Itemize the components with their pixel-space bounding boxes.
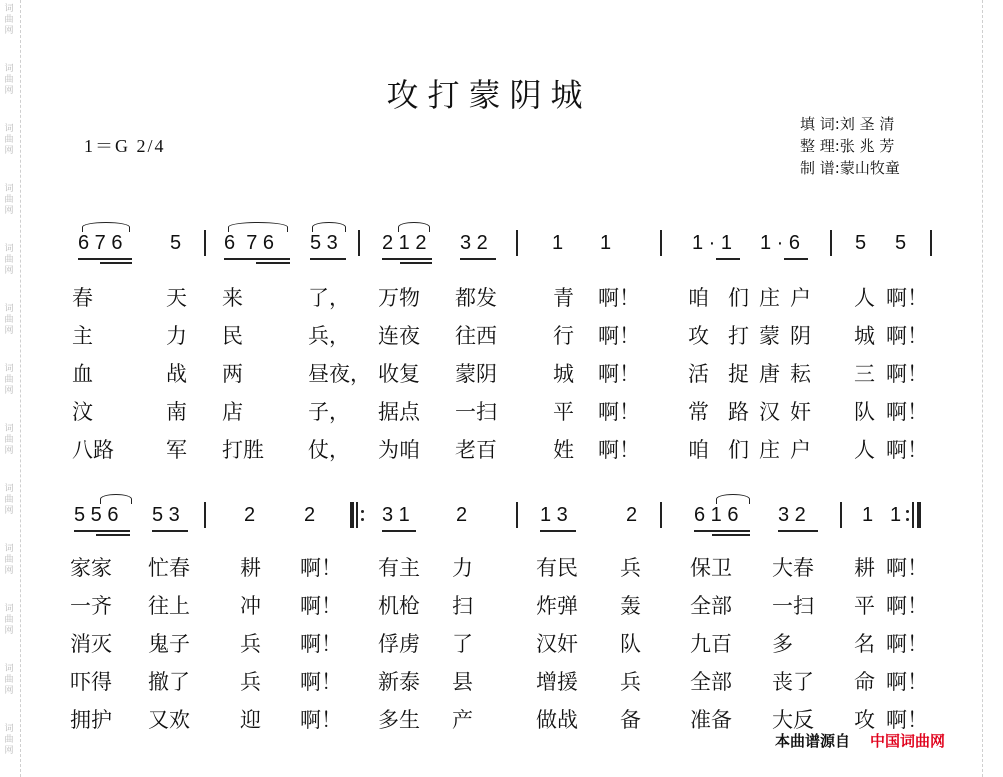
lyric: 新泰: [378, 670, 420, 694]
lyric: 扫: [452, 594, 473, 618]
source-footer: [775, 730, 945, 751]
note-group: 3 2: [460, 232, 488, 254]
lyric: 天: [166, 286, 187, 310]
beat-underline: [78, 258, 132, 260]
lyric: 兵: [620, 556, 641, 580]
note: 5: [170, 232, 182, 254]
lyric: 炸弹: [536, 594, 578, 618]
lyric: 大反: [772, 708, 814, 732]
watermark: 词曲网: [4, 544, 14, 576]
lyric: 庄: [759, 286, 780, 310]
lyric: 人: [854, 286, 875, 310]
lyric: 啊！: [886, 708, 928, 732]
slur: [82, 222, 130, 232]
lyric-line: [0, 666, 1003, 696]
note: 1: [862, 504, 874, 526]
beat-underline: [96, 534, 130, 536]
note: 1: [552, 232, 564, 254]
lyric: 队: [854, 400, 875, 424]
slur: [716, 494, 750, 504]
lyric: 汉奸: [536, 632, 578, 656]
lyric: 平: [854, 594, 875, 618]
beat-underline: [382, 258, 432, 260]
lyric: 县: [452, 670, 473, 694]
lyric: 啊！: [886, 362, 928, 386]
lyric: 都发: [455, 286, 497, 310]
lyric: 兵: [240, 632, 261, 656]
lyric: 打: [728, 324, 749, 348]
source-label: 本曲谱源自: [775, 732, 851, 750]
lyric: 啊！: [886, 438, 928, 462]
lyric: 路: [728, 400, 749, 424]
lyric: 三: [854, 362, 875, 386]
note: 1: [890, 504, 902, 526]
lyric: 子，: [308, 400, 350, 424]
lyric: 耘: [790, 362, 811, 386]
watermark: 词曲网: [4, 724, 14, 756]
lyric: 往西: [455, 324, 497, 348]
lyric: 产: [452, 708, 473, 732]
beat-underline: [400, 262, 432, 264]
slur: [100, 494, 132, 504]
lyric: 啊！: [886, 556, 928, 580]
lyric: 机枪: [378, 594, 420, 618]
lyric: 做战: [536, 708, 578, 732]
lyric: 青: [553, 286, 574, 310]
credits: [800, 113, 900, 179]
lyric: 打胜: [222, 438, 264, 462]
lyric: 仗，: [308, 438, 350, 462]
note: 5: [895, 232, 907, 254]
lyric: 万物: [378, 286, 420, 310]
watermark: 词曲网: [4, 424, 14, 456]
lyric-line: [0, 590, 1003, 620]
lyric: 迎: [240, 708, 261, 732]
lyric: 大春: [772, 556, 814, 580]
beat-underline: [784, 258, 808, 260]
credit-lyricist: 填 词:刘 圣 清: [800, 115, 895, 133]
lyric: 连夜: [378, 324, 420, 348]
lyric: 啊！: [300, 594, 342, 618]
lyric: 家家: [70, 556, 112, 580]
lyric-line: [0, 552, 1003, 582]
beat-underline: [256, 262, 290, 264]
lyric: 姓: [553, 438, 574, 462]
lyric: 耕: [240, 556, 261, 580]
lyric: 一扫: [455, 400, 497, 424]
lyric: 啊！: [886, 594, 928, 618]
lyric: 奸: [790, 400, 811, 424]
bar-line: [840, 502, 842, 528]
lyric: 军: [166, 438, 187, 462]
lyric: 吓得: [70, 670, 112, 694]
lyric-line: [0, 282, 1003, 312]
note: 1: [600, 232, 612, 254]
lyric: 民: [222, 324, 243, 348]
watermark: 词曲网: [4, 4, 14, 36]
lyric: 常: [688, 400, 709, 424]
bar-line: [204, 230, 206, 256]
lyric: 啊！: [598, 286, 640, 310]
lyric: 兵: [240, 670, 261, 694]
lyric: 主: [72, 324, 93, 348]
watermark: 词曲网: [4, 124, 14, 156]
lyric: 队: [620, 632, 641, 656]
watermark: 词曲网: [4, 364, 14, 396]
lyric: 全部: [690, 670, 732, 694]
lyric: 户: [790, 438, 811, 462]
lyric: 力: [452, 556, 473, 580]
watermark: 词曲网: [4, 604, 14, 636]
lyric: 保卫: [690, 556, 732, 580]
lyric: 啊！: [598, 400, 640, 424]
lyric-line: [0, 396, 1003, 426]
lyric: 唐: [759, 362, 780, 386]
lyric: 店: [222, 400, 243, 424]
lyric: 咱: [688, 286, 709, 310]
key-signature: 1＝G 2/4: [84, 136, 166, 156]
lyric: 又欢: [148, 708, 190, 732]
lyric: 户: [790, 286, 811, 310]
lyric: 撤了: [148, 670, 190, 694]
lyric: 春: [72, 286, 93, 310]
beat-underline: [778, 530, 818, 532]
lyric: 啊！: [300, 632, 342, 656]
watermark: 词曲网: [4, 64, 14, 96]
lyric: 捉: [728, 362, 749, 386]
lyric: 啊！: [300, 670, 342, 694]
lyric: 力: [166, 324, 187, 348]
lyric: 啊！: [300, 708, 342, 732]
lyric: 为咱: [378, 438, 420, 462]
slur: [312, 222, 346, 232]
lyric: 城: [854, 324, 875, 348]
lyric: 来: [222, 286, 243, 310]
lyric: 们: [728, 438, 749, 462]
lyric: 收复: [378, 362, 420, 386]
watermark: 词曲网: [4, 484, 14, 516]
lyric: 冲: [240, 594, 261, 618]
lyric: 们: [728, 286, 749, 310]
lyric: 有主: [378, 556, 420, 580]
bar-line: [660, 230, 662, 256]
slur: [228, 222, 288, 232]
lyric: 轰: [620, 594, 641, 618]
notation-row-1: [0, 230, 1003, 264]
lyric: 昼夜，: [308, 362, 371, 386]
bar-line: [516, 502, 518, 528]
bar-line: [830, 230, 832, 256]
lyric: 啊！: [598, 324, 640, 348]
lyric: 攻: [688, 324, 709, 348]
note: 2: [626, 504, 638, 526]
note: 2: [456, 504, 468, 526]
note-group: 5 3: [152, 504, 180, 526]
note: 5: [855, 232, 867, 254]
lyric: 多: [772, 632, 793, 656]
lyric: 俘虏: [378, 632, 420, 656]
lyric: 鬼子: [148, 632, 190, 656]
lyric: 攻: [854, 708, 875, 732]
bar-line: [930, 230, 932, 256]
watermark: 词曲网: [4, 664, 14, 696]
note: 2: [244, 504, 256, 526]
note-group: 6 7 6: [224, 232, 275, 254]
lyric: 庄: [759, 438, 780, 462]
lyric-line: [0, 320, 1003, 350]
lyric: 多生: [378, 708, 420, 732]
lyric: 两: [222, 362, 243, 386]
note-group: 1 · 1: [692, 232, 733, 254]
note-group: 5 5 6: [74, 504, 119, 526]
beat-underline: [382, 530, 416, 532]
lyric-line: [0, 628, 1003, 658]
lyric: 啊！: [598, 438, 640, 462]
watermark: 词曲网: [4, 184, 14, 216]
beat-underline: [74, 530, 130, 532]
beat-underline: [100, 262, 132, 264]
lyric: 老百: [455, 438, 497, 462]
watermark: 词曲网: [4, 244, 14, 276]
lyric: 往上: [148, 594, 190, 618]
lyric: 人: [854, 438, 875, 462]
lyric: 活: [688, 362, 709, 386]
lyric: 战: [166, 362, 187, 386]
beat-underline: [310, 258, 346, 260]
lyric: 全部: [690, 594, 732, 618]
lyric: 血: [72, 362, 93, 386]
credit-arranger: 整 理:张 兆 芳: [800, 137, 895, 155]
lyric: 啊！: [886, 670, 928, 694]
notation-row-2: [0, 502, 1003, 536]
beat-underline: [716, 258, 740, 260]
credit-transcriber: 制 谱:蒙山牧童: [800, 159, 900, 177]
note: 2: [304, 504, 316, 526]
lyric: 拥护: [70, 708, 112, 732]
note-group: 6 7 6: [78, 232, 123, 254]
lyric: 八路: [72, 438, 114, 462]
lyric: 增援: [536, 670, 578, 694]
note-group: 1 3: [540, 504, 568, 526]
bar-line: [660, 502, 662, 528]
lyric: 汉: [759, 400, 780, 424]
lyric: 耕: [854, 556, 875, 580]
lyric: 备: [620, 708, 641, 732]
beat-underline: [694, 530, 750, 532]
lyric: 一齐: [70, 594, 112, 618]
bar-line: [516, 230, 518, 256]
lyric: 消灭: [70, 632, 112, 656]
lyric: 兵，: [308, 324, 350, 348]
lyric: 兵: [620, 670, 641, 694]
lyric: 啊！: [886, 632, 928, 656]
lyric: 丧了: [772, 670, 814, 694]
right-margin: [982, 0, 1003, 777]
beat-underline: [460, 258, 496, 260]
lyric: 蒙阴: [455, 362, 497, 386]
note-group: 2 1 2: [382, 232, 427, 254]
song-title: 攻打蒙阴城: [386, 76, 592, 114]
note-group: 5 3: [310, 232, 338, 254]
lyric: 名: [854, 632, 875, 656]
lyric: 南: [166, 400, 187, 424]
note-group: 3 2: [778, 504, 806, 526]
lyric: 了: [452, 632, 473, 656]
lyric: 忙春: [148, 556, 190, 580]
lyric: 一扫: [772, 594, 814, 618]
lyric: 啊！: [886, 324, 928, 348]
beat-underline: [712, 534, 750, 536]
bar-line: [358, 230, 360, 256]
bar-line: [204, 502, 206, 528]
lyric: 准备: [690, 708, 732, 732]
note-group: 6 1 6: [694, 504, 739, 526]
beat-underline: [152, 530, 188, 532]
lyric: 阴: [790, 324, 811, 348]
lyric: 了，: [308, 286, 350, 310]
watermark: 词曲网: [4, 304, 14, 336]
lyric: 据点: [378, 400, 420, 424]
lyric: 啊！: [886, 400, 928, 424]
note-group: 1 · 6: [760, 232, 801, 254]
beat-underline: [540, 530, 576, 532]
lyric: 汶: [72, 400, 93, 424]
lyric: 有民: [536, 556, 578, 580]
lyric: 命: [854, 670, 875, 694]
lyric: 啊！: [886, 286, 928, 310]
lyric: 九百: [690, 632, 732, 656]
lyric: 啊！: [598, 362, 640, 386]
slur: [398, 222, 430, 232]
site-link[interactable]: 中国词曲网: [870, 732, 946, 750]
lyric: 啊！: [300, 556, 342, 580]
lyric-line: [0, 434, 1003, 464]
lyric: 咱: [688, 438, 709, 462]
lyric-line: [0, 358, 1003, 388]
lyric: 行: [553, 324, 574, 348]
note-group: 3 1: [382, 504, 410, 526]
lyric: 城: [553, 362, 574, 386]
lyric: 蒙: [759, 324, 780, 348]
lyric: 平: [553, 400, 574, 424]
left-margin: [0, 0, 21, 777]
beat-underline: [224, 258, 290, 260]
